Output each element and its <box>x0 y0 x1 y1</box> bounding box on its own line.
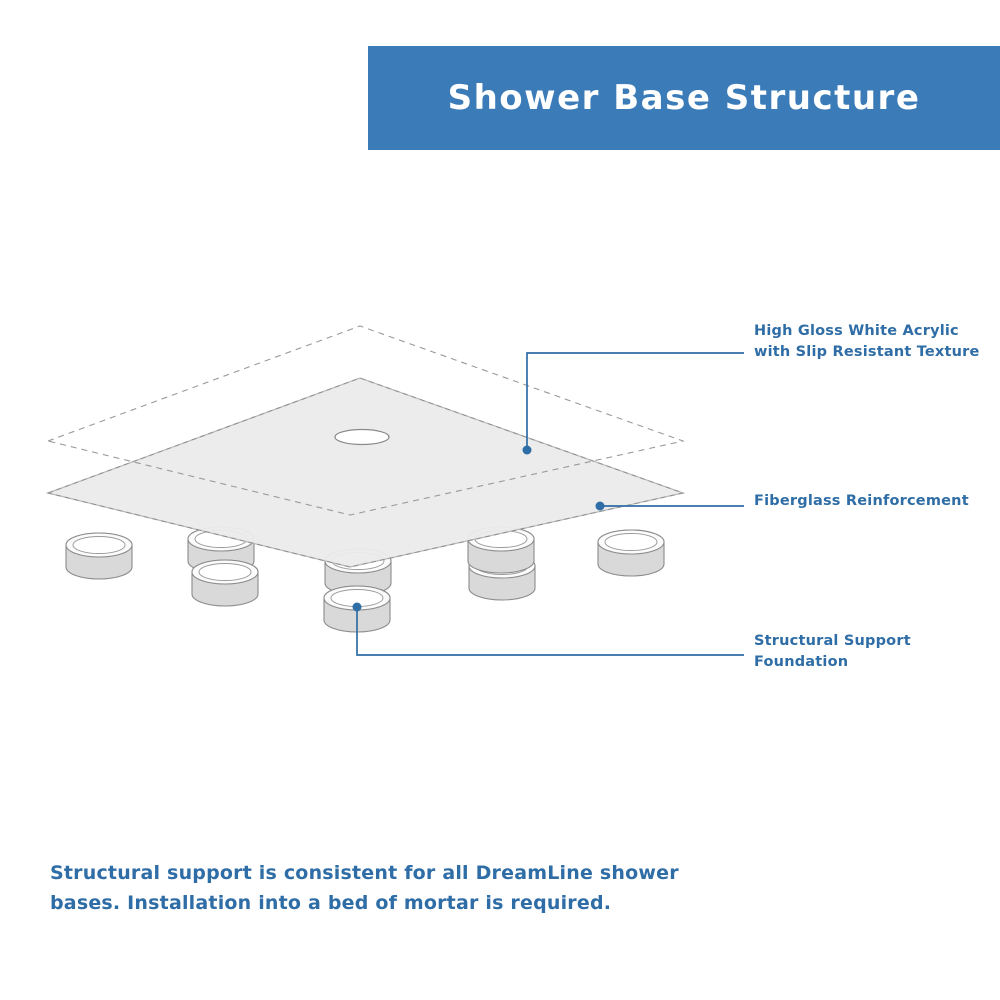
page-title: Shower Base Structure <box>447 78 921 118</box>
leader-dot-fiberglass <box>596 502 605 511</box>
leader-dot-support <box>353 603 362 612</box>
leader-line-support <box>357 607 744 655</box>
drain-opening <box>335 430 389 445</box>
callout-structural-support-foundation: Structural Support Foundation <box>754 633 911 671</box>
support-ring <box>66 533 132 579</box>
callout-fiberglass-reinforcement: Fiberglass Reinforcement <box>754 493 969 509</box>
callout-high-gloss-white-acrylic: High Gloss White Acrylic with Slip Resistant Texture <box>754 323 980 361</box>
footer-note: Structural support is consistent for all DreamLine shower bases. Installation into a bed of mortar is required. <box>50 862 679 915</box>
support-ring <box>192 560 258 606</box>
leader-dot-acrylic <box>523 446 532 455</box>
support-ring <box>598 530 664 576</box>
